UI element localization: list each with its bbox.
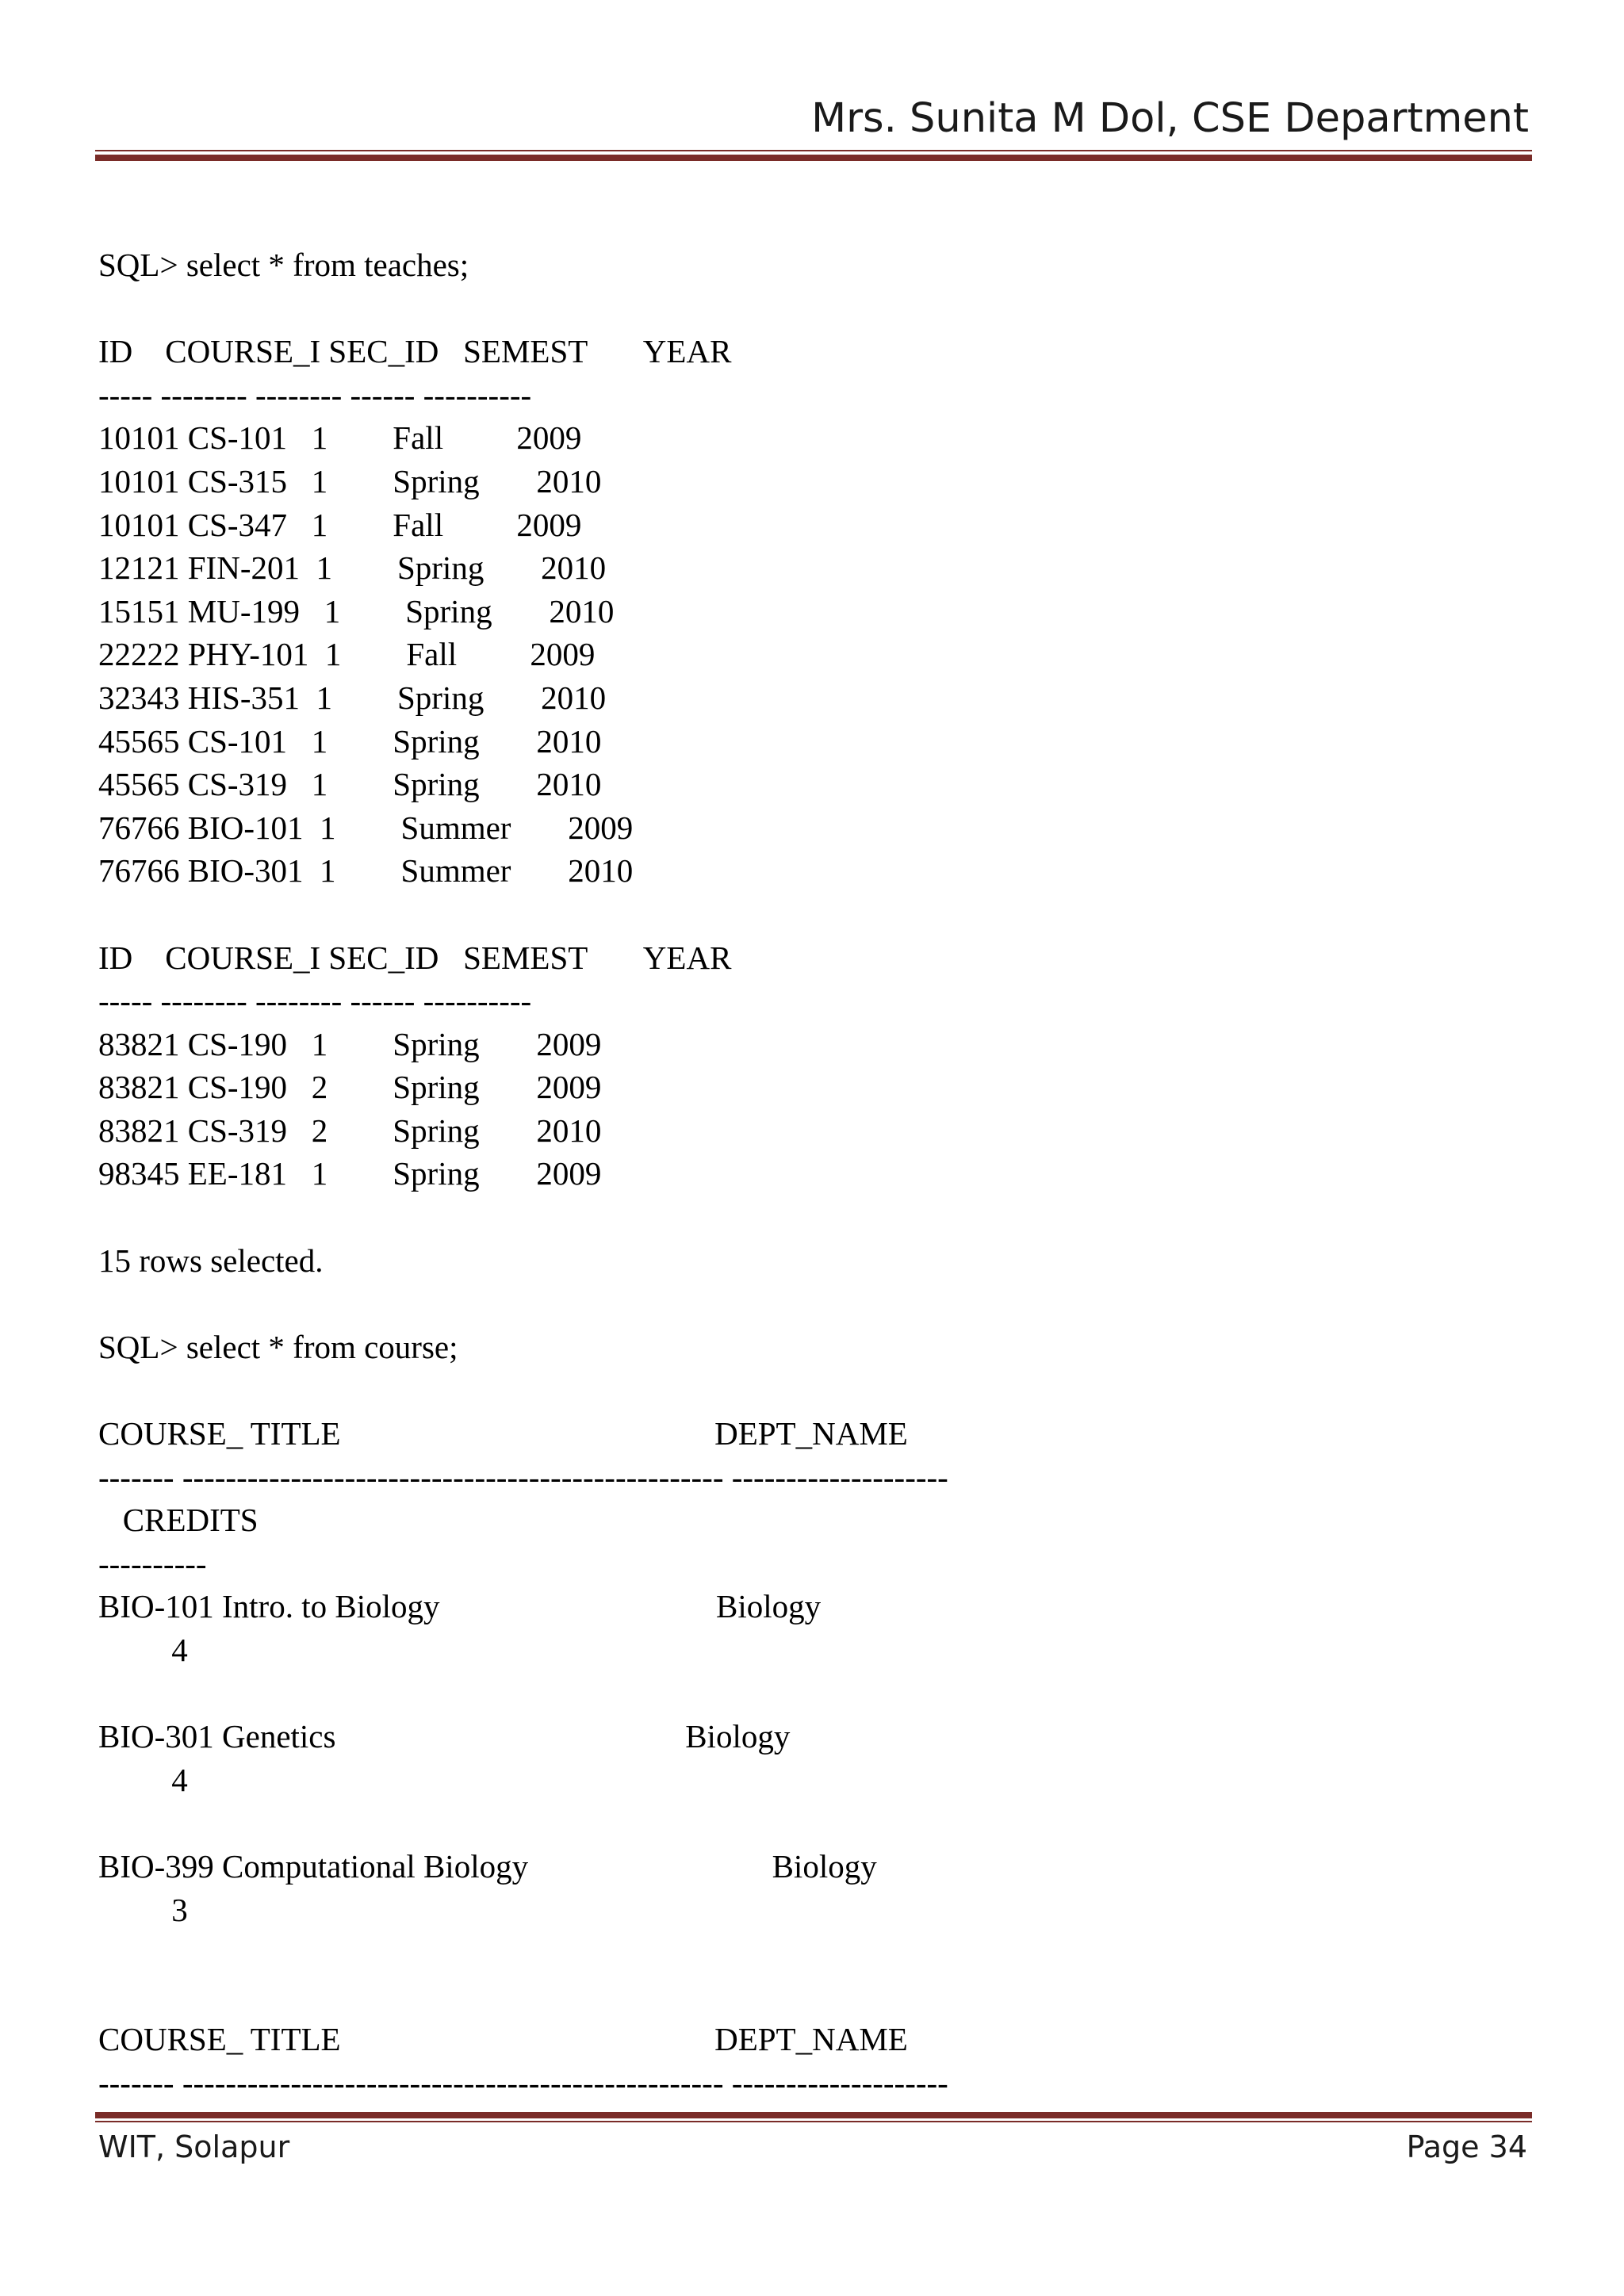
body-line: 3 xyxy=(98,1891,188,1928)
header-rule-thick xyxy=(95,155,1532,161)
body-line: BIO-399 Computational Biology Biology xyxy=(98,1847,877,1885)
body-line: 15151 MU-199 1 Spring 2010 xyxy=(98,592,615,629)
body-line: BIO-101 Intro. to Biology Biology xyxy=(98,1588,822,1625)
body-line: ID COURSE_I SEC_ID SEMEST YEAR xyxy=(98,939,732,976)
body-line xyxy=(98,1368,948,1412)
footer-page-number: Page 34 xyxy=(1406,2130,1527,2164)
body-line xyxy=(98,893,948,936)
body-line: 4 xyxy=(98,1761,188,1798)
header-rule-thin xyxy=(95,150,1532,151)
body-line: COURSE_ TITLE DEPT_NAME xyxy=(98,1415,908,1452)
footer-institution: WIT, Solapur xyxy=(98,2130,290,2164)
body-line: 22222 PHY-101 1 Fall 2009 xyxy=(98,636,596,673)
body-line xyxy=(98,1282,948,1326)
body-line: 76766 BIO-301 1 Summer 2010 xyxy=(98,852,634,890)
body-line xyxy=(98,287,948,331)
body-line: 15 rows selected. xyxy=(98,1242,324,1279)
body-line: 10101 CS-315 1 Spring 2010 xyxy=(98,462,602,499)
body-line: ------- -------------------------------------------------- -------------------- xyxy=(98,1458,948,1495)
body-line: 76766 BIO-101 1 Summer 2009 xyxy=(98,809,634,846)
body-line: SQL> select * from teaches; xyxy=(98,247,469,283)
body-line: SQL> select * from course; xyxy=(98,1328,458,1365)
body-line xyxy=(98,1975,948,2019)
body-line: ----- -------- -------- ------ ---------- xyxy=(98,376,532,413)
body-line xyxy=(98,1931,948,1975)
sql-output-body xyxy=(98,243,948,2105)
body-line: 45565 CS-319 1 Spring 2010 xyxy=(98,766,602,803)
body-line xyxy=(98,1801,948,1845)
body-line: 4 xyxy=(98,1632,188,1668)
page-header-title: Mrs. Sunita M Dol, CSE Department xyxy=(811,95,1529,142)
body-line: ---------- xyxy=(98,1544,207,1582)
body-line: 10101 CS-101 1 Fall 2009 xyxy=(98,419,582,457)
body-line xyxy=(98,1196,948,1239)
body-line: 32343 HIS-351 1 Spring 2010 xyxy=(98,679,607,716)
body-line: 98345 EE-181 1 Spring 2009 xyxy=(98,1155,602,1192)
body-line: 45565 CS-101 1 Spring 2010 xyxy=(98,722,602,760)
body-line: COURSE_ TITLE DEPT_NAME xyxy=(98,2021,908,2058)
body-line: 12121 FIN-201 1 Spring 2010 xyxy=(98,549,607,587)
body-line: ----- -------- -------- ------ ---------- xyxy=(98,982,532,1020)
body-line: CREDITS xyxy=(98,1502,259,1539)
body-line xyxy=(98,1672,948,1716)
footer-rule-thin xyxy=(95,2121,1532,2122)
body-line: 83821 CS-319 2 Spring 2010 xyxy=(98,1112,602,1149)
body-line: 83821 CS-190 2 Spring 2009 xyxy=(98,1069,602,1106)
body-line: ID COURSE_I SEC_ID SEMEST YEAR xyxy=(98,333,732,370)
body-line: 10101 CS-347 1 Fall 2009 xyxy=(98,506,582,543)
footer-rule-thick xyxy=(95,2112,1532,2118)
body-line: ------- -------------------------------------------------- -------------------- xyxy=(98,2064,948,2101)
body-line: 83821 CS-190 1 Spring 2009 xyxy=(98,1025,602,1062)
body-line: BIO-301 Genetics Biology xyxy=(98,1718,791,1755)
